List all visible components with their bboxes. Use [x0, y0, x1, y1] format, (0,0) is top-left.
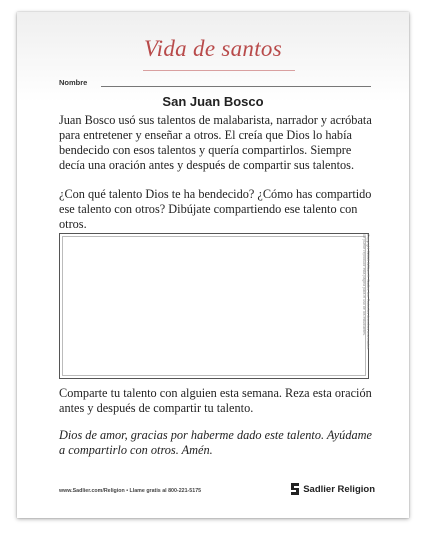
instruction-paragraph: Comparte tu talento con alguien esta semana. Reza esta oración antes y después de compartir tu talento. — [59, 386, 372, 415]
intro-paragraph: Juan Bosco usó sus talentos de malabarista, narrador y acróbata para entretener y enseñar a otros. El creía que Dios lo había bendecido con esos talentos y quería compartirlos. Siempre decía una oración antes y después de compartir sus talentos. — [59, 113, 372, 172]
question-paragraph: ¿Con qué talento Dios te ha bendecido? ¿Cómo has compartido ese talento con otros? Dibújate compartiendo ese talento con otros. — [59, 187, 372, 231]
brand-logo — [290, 482, 375, 496]
title-underline — [143, 70, 295, 71]
permission-line: Se puede reproducir esta página para el uso de los estudiantes. — [361, 234, 366, 336]
series-title: Vida de santos — [144, 36, 282, 61]
page-heading: San Juan Bosco — [162, 94, 264, 109]
prayer-text: Dios de amor, gracias por haberme dado este talento. Ayúdame a compartirlo con otros. Amén. — [59, 428, 372, 457]
footer-contact: www.Sadlier.com/Religion • Llame gratis al 800-221-5175 — [59, 488, 202, 494]
sadlier-logo-icon — [290, 482, 300, 496]
copyright-line: Copyright ©2019 William H. Sadlier, Inc. Todos los derechos reservados. — [366, 234, 370, 350]
brand-name: Sadlier Religion — [303, 483, 375, 495]
worksheet-page — [17, 12, 409, 518]
name-label: Nombre — [59, 78, 88, 87]
drawing-box[interactable] — [59, 233, 369, 379]
name-line[interactable] — [101, 86, 371, 87]
